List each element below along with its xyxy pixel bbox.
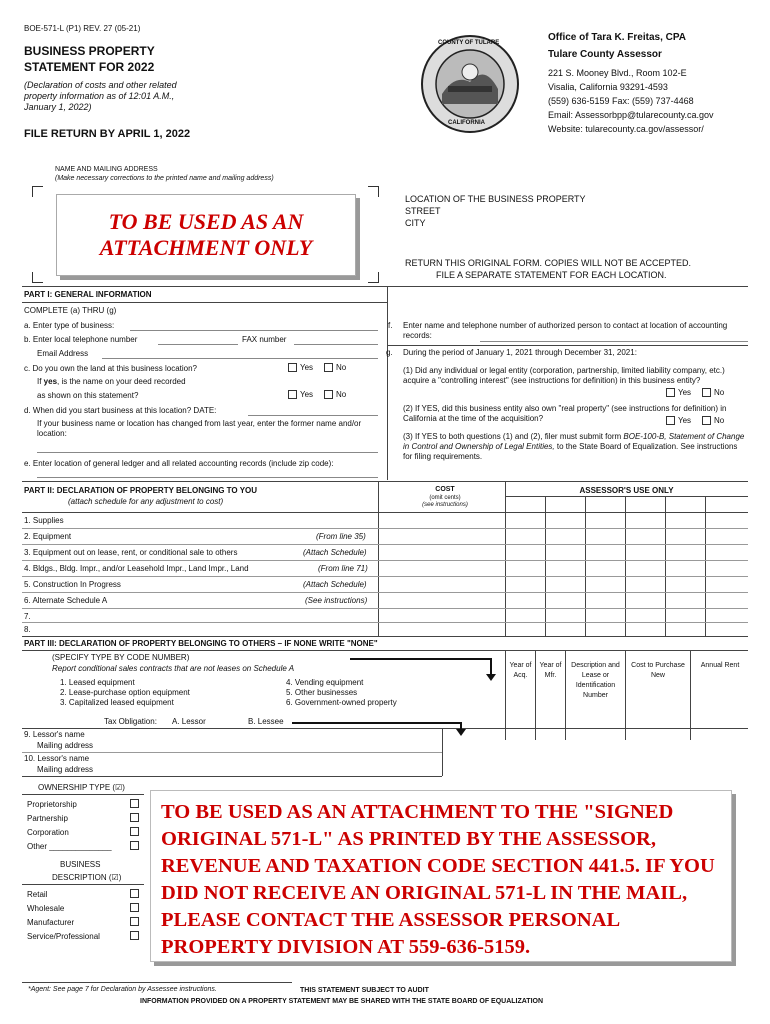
email-input[interactable] (102, 358, 378, 359)
checkbox-icon[interactable] (288, 363, 297, 372)
mailing-note: (Make necessary corrections to the printed name and mailing address) (55, 175, 274, 182)
checkbox-icon[interactable] (666, 388, 675, 397)
arrow-stem (490, 658, 492, 674)
ledger-location-input[interactable] (37, 477, 378, 478)
arrow-shaft (350, 658, 490, 660)
assessor-col3 (625, 496, 626, 636)
field-d-note: If your business name or location has changed from last year, enter the former name and/or location: (37, 419, 362, 438)
field-b-label: b. Enter local telephone number (24, 335, 138, 344)
biz-wholesale: Wholesale (27, 904, 65, 913)
row9-rule (22, 752, 442, 753)
part1-top-rule (22, 286, 748, 287)
code-1: 1. Leased equipment (60, 678, 135, 687)
contact-person-input[interactable] (480, 341, 748, 342)
g2-no[interactable]: No (702, 416, 724, 426)
footer-audit: THIS STATEMENT SUBJECT TO AUDIT (300, 987, 429, 994)
part2-row-2-ref: (From line 35) (316, 532, 366, 541)
stamp-line2: ATTACHMENT ONLY (99, 235, 313, 260)
checkbox-service[interactable] (130, 931, 139, 940)
code-4: 4. Vending equipment (286, 678, 364, 687)
part2-row-8: 8. (24, 625, 31, 634)
field-g2: (2) If YES, did this business entity also own "real property" (see instructions for definition) in California at the time of the acquisition? (403, 404, 727, 423)
file-return-deadline: FILE RETURN BY APRIL 1, 2022 (24, 128, 191, 140)
part2-row-3: 3. Equipment out on lease, rent, or conditional sale to others (24, 548, 238, 557)
p3-col-e (690, 650, 691, 740)
location-label: LOCATION OF THE BUSINESS PROPERTY (405, 194, 586, 204)
office-phone: (559) 636-5159 Fax: (559) 737-4468 (548, 96, 694, 106)
part2-row-2: 2. Equipment (24, 532, 72, 541)
part3-heading: PART III: DECLARATION OF PROPERTY BELONGING TO OTHERS – IF NONE WRITE "NONE" (24, 639, 378, 648)
col-year-mfr: Year of Mfr. (539, 662, 562, 679)
location-street[interactable]: STREET (405, 206, 441, 216)
part2-row-4-ref: (From line 71) (318, 564, 368, 573)
part2-row-5: 5. Construction In Progress (24, 580, 121, 589)
start-date-input[interactable] (248, 415, 378, 416)
biz-rule (22, 884, 144, 885)
code-3: 3. Capitalized leased equipment (60, 698, 174, 707)
field-a-label: a. Enter type of business: (24, 321, 115, 330)
part1-heading: PART I: GENERAL INFORMATION (24, 290, 152, 299)
business-type-input[interactable] (130, 330, 378, 331)
part2-row-4: 4. Bldgs., Bldg. Impr., and/or Leasehold Impr., Land Impr., Land (24, 564, 249, 573)
checkbox-icon[interactable] (666, 416, 675, 425)
part2-cost-left (378, 481, 379, 636)
assessor-col4 (665, 496, 666, 636)
g2-yes[interactable]: Yes (666, 416, 691, 426)
field-c-deed: If yes, is the name on your deed recorded (37, 377, 186, 386)
biz-service: Service/Professional (27, 932, 100, 941)
biz-retail: Retail (27, 890, 48, 899)
checkbox-icon[interactable] (324, 363, 333, 372)
own-proprietorship: Proprietorship (27, 800, 77, 809)
checkbox-icon[interactable] (702, 388, 711, 397)
field-c-shown: as shown on this statement? (37, 391, 139, 400)
part3-report: Report conditional sales contracts that are not leases on Schedule A (52, 664, 295, 673)
mailing-label: NAME AND MAILING ADDRESS (55, 166, 158, 173)
checkbox-icon[interactable] (702, 416, 711, 425)
form-code: BOE-571-L (P1) REV. 27 (05-21) (24, 24, 141, 33)
part2-top-rule (22, 481, 748, 482)
part1-divider (387, 286, 388, 480)
biz-heading1: BUSINESS (60, 860, 101, 869)
office-address2: Visalia, California 93291-4593 (548, 82, 668, 92)
part3-specify: (SPECIFY TYPE BY CODE NUMBER) (52, 653, 190, 662)
field-f-label: Enter name and telephone number of authorized person to contact at location of accounting records: (403, 321, 728, 340)
office-title: Tulare County Assessor (548, 49, 662, 60)
part1-complete: COMPLETE (a) THRU (g) (24, 306, 117, 315)
part2-cost-right (505, 481, 506, 636)
assessor-col1 (545, 496, 546, 636)
land-own-no[interactable]: No (324, 363, 346, 373)
office-address1: 221 S. Mooney Blvd., Room 102-E (548, 68, 687, 78)
part2-row-6: 6. Alternate Schedule A (24, 596, 108, 605)
part2-row-5-ref: (Attach Schedule) (303, 580, 367, 589)
p3-col-d (625, 650, 626, 740)
checkbox-other[interactable] (130, 841, 139, 850)
code-5: 5. Other businesses (286, 688, 358, 697)
part2-row-7: 7. (24, 612, 31, 621)
attachment-notice (150, 790, 732, 962)
phone-input[interactable] (158, 344, 238, 345)
cost-input-column[interactable] (380, 513, 504, 635)
field-g1: (1) Did any individual or legal entity (corporation, partnership, limited liability company, etc.) acquire a "controlling interest" (see instructions for definition) in this business entity? (403, 366, 725, 385)
code-6: 6. Government-owned property (286, 698, 397, 707)
arrow2-down-icon (456, 729, 466, 736)
row10-rule (22, 776, 442, 777)
checkbox-retail[interactable] (130, 889, 139, 898)
form-title-line1: BUSINESS PROPERTY (24, 44, 155, 58)
mailing-corner-bl (32, 272, 43, 283)
declaration-note: (Declaration of costs and other related property information as of 12:01 A.M., January 1, 2022) (24, 80, 177, 112)
location-city[interactable]: CITY (405, 218, 426, 228)
mailing-corner-br (368, 272, 379, 283)
deed-no[interactable]: No (324, 390, 346, 400)
tax-lessor: A. Lessor (172, 717, 206, 726)
checkbox-partnership[interactable] (130, 813, 139, 822)
field-f-rule (387, 345, 748, 346)
deed-yes[interactable]: Yes (288, 390, 313, 400)
footer-shared: INFORMATION PROVIDED ON A PROPERTY STATEMENT MAY BE SHARED WITH THE STATE BOARD OF EQUALIZATION (140, 998, 544, 1005)
part3-rows-rule (22, 728, 748, 729)
own-partnership: Partnership (27, 814, 68, 823)
g1-yes[interactable]: Yes (666, 388, 691, 398)
ownership-heading: OWNERSHIP TYPE (☑) (38, 783, 125, 792)
county-seal-icon (420, 34, 520, 134)
seal-text-bottom: CALIFORNIA (448, 120, 485, 126)
fax-input[interactable] (294, 344, 378, 345)
field-e-label: e. Enter location of general ledger and all related accounting records (include zip code): (24, 459, 334, 468)
own-other: Other ______________ (27, 842, 112, 851)
g1-no[interactable]: No (702, 388, 724, 398)
arrow-down-icon (486, 674, 496, 681)
mailing-corner-tr (368, 186, 379, 197)
return-note1: RETURN THIS ORIGINAL FORM. COPIES WILL NOT BE ACCEPTED. (405, 258, 692, 268)
row10-mailing: Mailing address (37, 765, 94, 774)
stamp-line1: TO BE USED AS AN (108, 209, 304, 234)
cost-sub1: (omit cents) (429, 495, 461, 501)
field-d-label: d. When did you start business at this location? DATE: (24, 406, 217, 415)
office-name: Office of Tara K. Freitas, CPA (548, 32, 686, 43)
row10-lessor: 10. Lessor's name (24, 754, 90, 763)
assessor-use-header: ASSESSOR'S USE ONLY (579, 486, 674, 495)
part1-heading-rule (22, 302, 387, 303)
checkbox-wholesale[interactable] (130, 903, 139, 912)
former-name-input[interactable] (37, 452, 378, 453)
col-annual-rent: Annual Rent (700, 662, 740, 669)
row9-mailing: Mailing address (37, 741, 94, 750)
code-2: 2. Lease-purchase option equipment (60, 688, 190, 697)
field-c-label: c. Do you own the land at this business location? (24, 364, 197, 373)
land-own-yes[interactable]: Yes (288, 363, 313, 373)
tax-lessee: B. Lessee (248, 717, 284, 726)
checkbox-icon[interactable] (324, 390, 333, 399)
return-note2: FILE A SEPARATE STATEMENT FOR EACH LOCATION. (436, 270, 667, 280)
part2-heading: PART II: DECLARATION OF PROPERTY BELONGING TO YOU (24, 486, 258, 495)
cost-sub2: (see instructions) (422, 502, 468, 508)
col-year-acq: Year of Acq. (509, 662, 532, 679)
checkbox-icon[interactable] (288, 390, 297, 399)
biz-manufacturer: Manufacturer (27, 918, 75, 927)
field-g-letter: g. (386, 348, 393, 357)
cost-header: COST (435, 486, 455, 493)
email-label: Email Address (37, 349, 89, 358)
part2-subheading: (attach schedule for any adjustment to cost) (68, 497, 224, 506)
tax-obligation-label: Tax Obligation: (104, 717, 157, 726)
row9-lessor: 9. Lessor's name (24, 730, 85, 739)
field-g-label: During the period of January 1, 2021 through December 31, 2021: (403, 348, 637, 357)
attachment-stamp (56, 194, 356, 276)
own-corporation: Corporation (27, 828, 69, 837)
office-website[interactable]: Website: tularecounty.ca.gov/assessor/ (548, 124, 704, 134)
col-description: Description and Lease or Identification Number (571, 662, 620, 699)
assessor-header-rule (505, 496, 748, 497)
part2-row-6-ref: (See instructions) (305, 596, 368, 605)
checkbox-proprietorship[interactable] (130, 799, 139, 808)
part3-top-rule (22, 636, 748, 637)
checkbox-manufacturer[interactable] (130, 917, 139, 926)
col-cost-new: Cost to Purchase New (631, 662, 685, 679)
field-f-letter: f. (388, 321, 393, 330)
footer-agent-rule (22, 982, 292, 983)
lessor-divider (442, 728, 443, 776)
field-g3: (3) If YES to both questions (1) and (2), filer must submit form BOE-100-B, Statement of Change in Control and Ownership of Legal Entities, to the State Board of Equalization. See instructions for filing requirements. (403, 432, 745, 461)
part3-heading-rule (22, 650, 748, 651)
checkbox-corporation[interactable] (130, 827, 139, 836)
form-title-line2: STATEMENT FOR 2022 (24, 60, 155, 74)
assessor-col5 (705, 496, 706, 636)
footer-agent-note: *Agent: See page 7 for Declaration by Assessee instructions. (28, 986, 217, 993)
ownership-rule (22, 794, 144, 795)
notice-text: TO BE USED AS AN ATTACHMENT TO THE "SIGNED ORIGINAL 571-L" AS PRINTED BY THE ASSESSOR, REVENUE AND TAXATION CODE SECTION 441.5. IF YOU DID NOT RECEIVE AN ORIGINAL 571-L IN THE MAIL, PLEASE CONTACT THE ASSESSOR PERSONAL PROPERTY DIVISION AT 559-636-5159. (161, 801, 715, 958)
biz-heading2: DESCRIPTION (☑) (52, 873, 122, 882)
part2-row-1: 1. Supplies (24, 516, 64, 525)
arrow2-shaft (292, 722, 460, 724)
fax-label: FAX number (242, 335, 287, 344)
seal-text-top: COUNTY OF TULARE (438, 40, 500, 46)
assessor-col2 (585, 496, 586, 636)
mailing-corner-tl (32, 186, 43, 197)
part2-row-3-ref: (Attach Schedule) (303, 548, 367, 557)
office-email[interactable]: Email: Assessorbpp@tularecounty.ca.gov (548, 110, 714, 120)
